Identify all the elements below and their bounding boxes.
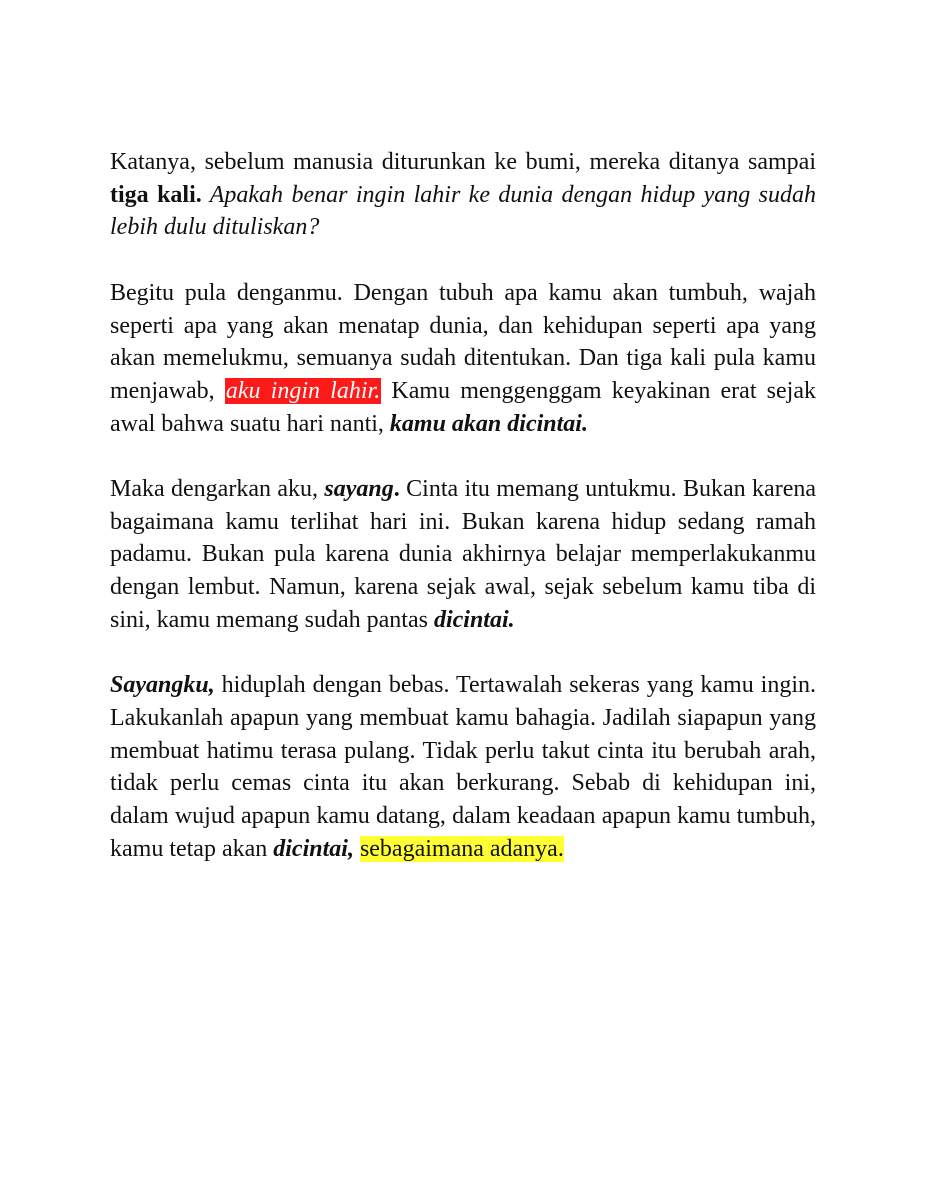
p2-red-highlight: aku ingin lahir. (225, 377, 381, 404)
p2-text: Begitu pula denganmu. Dengan tubuh apa kamu akan tumbuh, wajah seperti apa yang akan menatap dunia, dan kehidupan seperti apa yang akan memelukmu, semuanya sudah ditentukan. Dan tiga kali pula kamu menjawab, (110, 279, 816, 404)
p3-bold-italic-end: dicintai. (433, 606, 515, 633)
paragraph-1 (110, 146, 816, 244)
p1-text: Katanya, sebelum manusia diturunkan ke bumi, mereka ditanya sampai (110, 149, 816, 175)
document-body (110, 146, 816, 865)
p1-bold-phrase: tiga kali. (110, 181, 202, 208)
p4-yellow-highlight: sebagaimana adanya. (359, 835, 564, 862)
p3-bold-italic-word: sayang (324, 476, 394, 502)
paragraph-4 (110, 669, 816, 865)
paragraph-2 (110, 277, 816, 441)
p4-bold-italic-word: dicintai, (273, 835, 354, 862)
p3-text: Maka dengarkan aku, (110, 476, 325, 502)
p3-bold-period: . (393, 476, 400, 502)
p2-text-2: Kamu menggenggam keyakinan erat sejak awal bahwa suatu hari nanti, (110, 377, 816, 437)
p4-text: hiduplah dengan bebas. Tertawalah sekeras yang kamu ingin. Lakukanlah apapun yang membuat kamu bahagia. Jadilah siapapun yang membuat hatimu terasa pulang. Tidak perlu takut cinta itu berubah arah, tidak perlu cemas cinta itu akan berkurang. Sebab di kehidupan ini, dalam wujud apapun kamu datang, dalam keadaan apapun kamu tumbuh, kamu tetap akan (110, 672, 816, 862)
p4-bold-italic-start: Sayangku, (110, 672, 215, 699)
paragraph-3 (110, 473, 816, 637)
p3-text-2: Cinta itu memang untukmu. Bukan karena bagaimana kamu terlihat hari ini. Bukan karena hidup sedang ramah padamu. Bukan pula karena dunia akhirnya belajar memperlakukanmu dengan lembut. Namun, karena sejak awal, sejak sebelum kamu tiba di sini, kamu memang sudah pantas (110, 476, 817, 633)
p1-italic-question: Apakah benar ingin lahir ke dunia dengan hidup yang sudah lebih dulu dituliskan? (110, 181, 817, 241)
p2-bold-italic-phrase: kamu akan dicintai. (389, 410, 588, 437)
